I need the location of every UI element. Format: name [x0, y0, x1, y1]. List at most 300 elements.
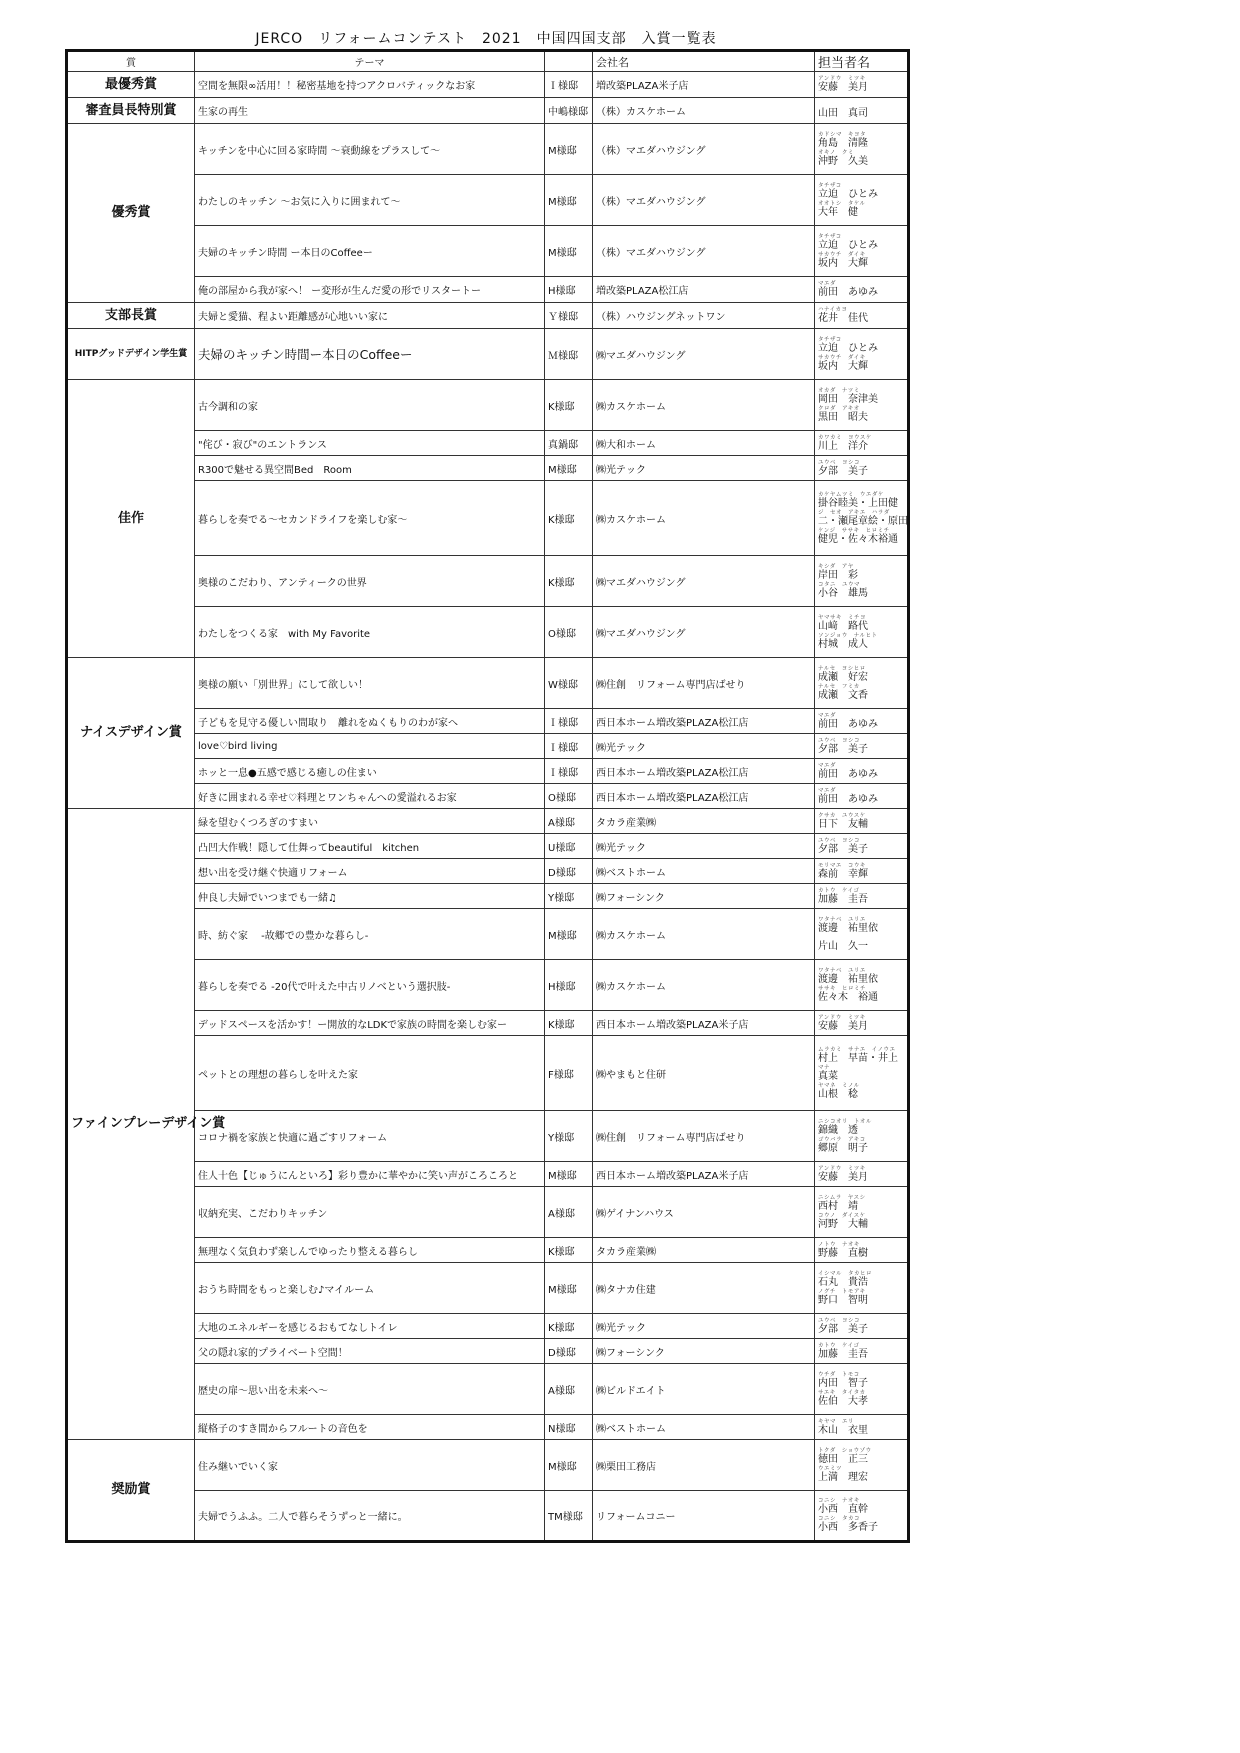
theme-cell: 古今調和の家 [195, 380, 545, 431]
house-cell: O様邸 [545, 607, 593, 658]
person-name: 川上 洋介 [818, 440, 868, 452]
theme-cell: 仲良し夫婦でいつまでも一緒♫ [195, 884, 545, 909]
header-person: 担当者名 [815, 51, 909, 72]
house-cell: M様邸 [545, 175, 593, 226]
person-cell [815, 1415, 909, 1440]
company-cell: ㈱ゲイナンハウス [593, 1187, 815, 1238]
person-furigana: ワタナベ ユリエ [818, 967, 866, 974]
person-name: 健児・佐々木裕通 [818, 533, 898, 545]
person-furigana: コニシ ナオキ [818, 1498, 860, 1504]
theme-cell: 空間を無限∞活用！！秘密基地を持つアクロバティックなお家 [195, 72, 545, 98]
house-cell: Ｙ様邸 [545, 303, 593, 329]
person-name: 日下 友輔 [818, 818, 868, 830]
person-entry [818, 1289, 904, 1306]
person-furigana: ノグチ トモアキ [818, 1288, 866, 1295]
house-cell: A様邸 [545, 1187, 593, 1238]
person-entry [818, 838, 904, 855]
person-entry [818, 252, 904, 269]
theme-cell: 夫婦のキッチン時間ー本日のCoffeeー [195, 329, 545, 380]
person-entry [818, 406, 904, 423]
company-cell: 西日本ホーム増改築PLAZA松江店 [593, 709, 815, 734]
house-cell: Y様邸 [545, 1111, 593, 1162]
person-name: 成瀬 好宏 [818, 671, 868, 683]
theme-cell: 奥様の願い「別世界」にして欲しい！ [195, 658, 545, 709]
person-cell [815, 1111, 909, 1162]
company-cell: ㈱住創 リフォーム専門店ばせり [593, 1111, 815, 1162]
person-furigana: ニシムラ ヤスシ [818, 1194, 866, 1201]
company-cell: リフォームコニー [593, 1491, 815, 1542]
award-name: 支部長賞 [67, 303, 195, 329]
person-entry [818, 281, 904, 298]
person-furigana: アンドウ ミツキ [818, 1165, 866, 1172]
house-cell: M様邸 [545, 909, 593, 960]
person-cell [815, 124, 909, 175]
theme-cell: ホッと一息●五感で感じる癒しの住まい [195, 759, 545, 784]
person-cell [815, 226, 909, 277]
person-entry [818, 102, 904, 119]
person-furigana: ジ セオ アキエ ハラダ [818, 509, 890, 516]
company-cell: （株）マエダハウジング [593, 226, 815, 277]
person-furigana: オカダ ナツミ [818, 387, 860, 394]
person-name: 野藤 直樹 [818, 1247, 868, 1259]
house-cell: K様邸 [545, 556, 593, 607]
company-cell: ㈱フォーシンク [593, 1339, 815, 1364]
person-entry [818, 183, 904, 200]
person-name: 大年 健 [818, 206, 858, 218]
house-cell: D様邸 [545, 859, 593, 884]
company-cell: 増改築PLAZA米子店 [593, 72, 815, 98]
person-furigana: コタニ ユウマ [818, 581, 861, 588]
person-entry [818, 1065, 904, 1082]
person-entry [818, 1195, 904, 1212]
theme-cell: 時、紡ぐ家 -故郷での豊かな暮らし- [195, 909, 545, 960]
house-cell: H様邸 [545, 960, 593, 1011]
award-name: ファインプレーデザイン賞 [67, 809, 195, 1440]
person-name: 小西 多香子 [818, 1522, 878, 1533]
house-cell: K様邸 [545, 380, 593, 431]
house-cell: Ｉ様邸 [545, 734, 593, 759]
theme-cell: 奥様のこだわり、アンティークの世界 [195, 556, 545, 607]
person-name: 森前 幸輝 [818, 868, 868, 880]
theme-cell: love♡bird living [195, 734, 545, 759]
company-cell: ㈱光テック [593, 734, 815, 759]
person-entry [818, 763, 904, 780]
person-furigana: カトウ ケイゴ [818, 1342, 860, 1349]
house-cell: Ｉ様邸 [545, 72, 593, 98]
person-entry [818, 888, 904, 905]
person-entry [818, 813, 904, 830]
person-entry [818, 1213, 904, 1230]
company-cell: ㈱マエダハウジング [593, 607, 815, 658]
header-company: 会社名 [593, 51, 815, 72]
person-name: 夕部 美子 [818, 743, 868, 755]
house-cell: M様邸 [545, 1162, 593, 1187]
company-cell: ㈱タナカ住建 [593, 1263, 815, 1314]
person-furigana: マナ [818, 1064, 831, 1071]
person-furigana: アンドウ ミツキ [818, 1014, 866, 1021]
company-cell: 増改築PLAZA松江店 [593, 277, 815, 303]
person-entry [818, 1318, 904, 1335]
company-cell: ㈱光テック [593, 1314, 815, 1339]
person-entry [818, 150, 904, 167]
house-cell: D様邸 [545, 1339, 593, 1364]
person-cell [815, 1011, 909, 1036]
house-cell: M様邸 [545, 124, 593, 175]
house-cell: U様邸 [545, 834, 593, 859]
person-furigana: マエダ [818, 762, 837, 769]
person-cell [815, 1162, 909, 1187]
theme-cell: ペットとの理想の暮らしを叶えた家 [195, 1036, 545, 1111]
person-name: 夕部 美子 [818, 843, 868, 855]
theme-cell: 暮らしを奏でる～セカンドライフを楽しむ家～ [195, 481, 545, 556]
person-furigana: タチザコ [818, 182, 842, 189]
house-cell: Y様邸 [545, 884, 593, 909]
person-cell [815, 1440, 909, 1491]
person-entry [818, 76, 904, 93]
company-cell: （株）カスケホーム [593, 98, 815, 124]
person-entry [818, 355, 904, 372]
company-cell: ㈱カスケホーム [593, 960, 815, 1011]
person-entry [818, 1119, 904, 1136]
person-entry [818, 935, 904, 952]
person-entry [818, 1390, 904, 1407]
person-entry [818, 435, 904, 452]
person-furigana: ワタナベ ユリエ [818, 916, 866, 923]
company-cell: ㈱ベストホーム [593, 859, 815, 884]
theme-cell: 凸凹大作戦！隠して仕舞ってbeautiful kitchen [195, 834, 545, 859]
person-entry [818, 1166, 904, 1183]
person-furigana: サエキ タイタカ [818, 1389, 866, 1396]
person-cell [815, 709, 909, 734]
person-furigana: ソンジョウ ナルヒト [818, 632, 878, 639]
person-furigana: サカウチ ダイキ [818, 354, 866, 361]
company-cell: ㈱住創 リフォーム専門店ばせり [593, 658, 815, 709]
company-cell: 西日本ホーム増改築PLAZA松江店 [593, 784, 815, 809]
person-name: 村城 成人 [818, 638, 868, 650]
person-name: 夕部 美子 [818, 465, 868, 477]
theme-cell: 縦格子のすき間からフルートの音色を [195, 1415, 545, 1440]
person-furigana: ナルセ ヨシヒロ [818, 665, 866, 672]
person-cell [815, 784, 909, 809]
award-name: ナイスデザイン賞 [67, 658, 195, 809]
person-name: 片山 久一 [818, 940, 868, 952]
person-furigana: ケンジ ササキ ヒロミチ [818, 527, 890, 534]
award-body [67, 72, 909, 1542]
person-entry [818, 337, 904, 354]
theme-cell: 想い出を受け継ぐ快適リフォーム [195, 859, 545, 884]
person-name: 加藤 圭吾 [818, 1348, 868, 1360]
person-cell [815, 658, 909, 709]
person-cell [815, 759, 909, 784]
person-name: 錦織 透 [818, 1124, 858, 1136]
person-furigana: ノトウ ナオキ [818, 1241, 860, 1248]
person-cell [815, 481, 909, 556]
company-cell: 西日本ホーム増改築PLAZA米子店 [593, 1011, 815, 1036]
house-cell: M様邸 [545, 1440, 593, 1491]
person-furigana: カケヤムツミ ウエダケ [818, 491, 884, 498]
person-furigana: マエダ [818, 712, 837, 719]
person-entry [818, 492, 904, 509]
person-entry [818, 1015, 904, 1032]
person-furigana: ヤマサキ ミチヨ [818, 614, 867, 621]
person-furigana: アンドウ ミツキ [818, 76, 866, 82]
table-row [67, 809, 909, 834]
company-cell: ㈱カスケホーム [593, 481, 815, 556]
person-entry [818, 633, 904, 650]
person-name: 西村 靖 [818, 1200, 858, 1212]
person-furigana: ムラカミ サナエ イノウエ [818, 1046, 896, 1053]
person-name: 安藤 美月 [818, 1171, 868, 1183]
theme-cell: 無理なく気負わず楽しんでゆったり整える暮らし [195, 1238, 545, 1263]
person-name: 小西 直幹 [818, 1504, 868, 1515]
table-row [67, 303, 909, 329]
person-name: 角島 清隆 [818, 137, 868, 149]
person-furigana: マエダ [818, 281, 837, 287]
person-name: 山﨑 路代 [818, 620, 868, 632]
company-cell: （株）ハウジングネットワン [593, 303, 815, 329]
person-cell [815, 431, 909, 456]
person-cell [815, 380, 909, 431]
person-entry [818, 684, 904, 701]
person-name: 岸田 彩 [818, 569, 858, 581]
person-cell [815, 1364, 909, 1415]
person-entry [818, 582, 904, 599]
theme-cell: キッチンを中心に回る家時間 ～衰動線をプラスして～ [195, 124, 545, 175]
person-entry [818, 460, 904, 477]
person-name: 坂内 大輝 [818, 360, 868, 372]
person-name: 上満 理宏 [818, 1471, 868, 1483]
theme-cell: "侘び・寂び"のエントランス [195, 431, 545, 456]
header-house [545, 51, 593, 72]
person-name: 掛谷睦美・上田健 [818, 497, 898, 509]
person-entry [818, 1137, 904, 1154]
company-cell: ㈱やまもと住研 [593, 1036, 815, 1111]
person-cell [815, 1263, 909, 1314]
theme-cell: 夫婦でうふふ。二人で暮らそうずっと一緒に。 [195, 1491, 545, 1542]
person-cell [815, 1036, 909, 1111]
person-name: 黒田 昭夫 [818, 411, 868, 423]
company-cell: ㈱ベストホーム [593, 1415, 815, 1440]
person-name: 立迫 ひとみ [818, 342, 878, 354]
theme-cell: 歴史の扉～思い出を未来へ～ [195, 1364, 545, 1415]
person-name: 内田 智子 [818, 1377, 868, 1389]
person-entry [818, 1498, 904, 1515]
person-cell [815, 456, 909, 481]
theme-cell: 父の隠れ家的プライベート空間！ [195, 1339, 545, 1364]
person-furigana: ニシコオリ トオル [818, 1118, 872, 1125]
company-cell: ㈱カスケホーム [593, 380, 815, 431]
person-entry [818, 1047, 904, 1064]
person-cell [815, 329, 909, 380]
person-entry [818, 509, 908, 527]
house-cell: W様邸 [545, 658, 593, 709]
person-entry [818, 1343, 904, 1360]
company-cell: タカラ産業㈱ [593, 1238, 815, 1263]
person-furigana: コウノ ダイスケ [818, 1212, 866, 1219]
person-name: 渡邊 祐里依 [818, 922, 878, 934]
person-entry [818, 201, 904, 218]
award-name: 佳作 [67, 380, 195, 658]
company-cell: ㈱ビルドエイト [593, 1364, 815, 1415]
table-row [67, 658, 909, 709]
person-furigana: サカウチ ダイキ [818, 251, 866, 258]
house-cell: M様邸 [545, 456, 593, 481]
theme-cell: わたしをつくる家 with My Favorite [195, 607, 545, 658]
person-name: 立迫 ひとみ [818, 239, 878, 251]
person-cell [815, 303, 909, 329]
house-cell: K様邸 [545, 1238, 593, 1263]
theme-cell: 夫婦のキッチン時間 ー本日のCoffeeー [195, 226, 545, 277]
person-name: 花井 佳代 [818, 313, 868, 324]
person-furigana: カドシマ キヨタ [818, 131, 867, 138]
person-cell [815, 809, 909, 834]
house-cell: N様邸 [545, 1415, 593, 1440]
person-name: 河野 大輔 [818, 1218, 868, 1230]
person-furigana: ユウベ ヨシコ [818, 1317, 861, 1324]
person-cell [815, 277, 909, 303]
award-name: HITPグッドデザイン学生賞 [67, 329, 195, 380]
person-name: 安藤 美月 [818, 1020, 868, 1032]
person-entry [818, 1419, 904, 1436]
person-furigana: ナルセ フミカ [818, 683, 860, 690]
company-cell: ㈱フォーシンク [593, 884, 815, 909]
person-furigana: トクダ ショウゾウ [818, 1447, 872, 1454]
person-name: 前田 あゆみ [818, 768, 878, 780]
person-name: 村上 早苗・井上 [818, 1052, 898, 1064]
award-name: 審査員長特別賞 [67, 98, 195, 124]
theme-cell: 大地のエネルギーを感じるおもてなしトイレ [195, 1314, 545, 1339]
theme-cell: デッドスペースを活かす！ー開放的なLDKで家族の時間を楽しむ家ー [195, 1011, 545, 1036]
person-name: 佐伯 大孝 [818, 1395, 868, 1407]
company-cell: 西日本ホーム増改築PLAZA松江店 [593, 759, 815, 784]
company-cell: ㈱マエダハウジング [593, 329, 815, 380]
house-cell: K様邸 [545, 1314, 593, 1339]
person-cell [815, 607, 909, 658]
theme-cell: 夫婦と愛猫、程よい距離感が心地いい家に [195, 303, 545, 329]
person-entry [818, 615, 904, 632]
person-name: 安藤 美月 [818, 82, 868, 93]
document-title: JERCO リフォームコンテスト 2021 中国四国支部 入賞一覧表 [255, 31, 717, 47]
house-cell: Ｉ様邸 [545, 709, 593, 734]
company-cell: ㈱大和ホーム [593, 431, 815, 456]
house-cell: A様邸 [545, 809, 593, 834]
person-entry [818, 666, 904, 683]
company-cell: ㈱栗田工務店 [593, 1440, 815, 1491]
person-furigana: コニシ タカコ [818, 1516, 861, 1522]
table-row [67, 72, 909, 98]
person-cell [815, 1187, 909, 1238]
theme-cell: 生家の再生 [195, 98, 545, 124]
person-entry [818, 1083, 904, 1100]
person-name: 夕部 美子 [818, 1323, 868, 1335]
person-entry [818, 863, 904, 880]
person-entry [818, 388, 904, 405]
house-cell: M様邸 [545, 1263, 593, 1314]
person-name: 木山 衣里 [818, 1424, 868, 1436]
person-furigana: クロダ アキオ [818, 405, 860, 412]
person-entry [818, 1242, 904, 1259]
person-name: 立迫 ひとみ [818, 188, 878, 200]
person-furigana: クサカ ユウスケ [818, 812, 866, 819]
company-cell: ㈱マエダハウジング [593, 556, 815, 607]
person-name: 真菜 [818, 1070, 838, 1082]
house-cell: F様邸 [545, 1036, 593, 1111]
person-entry [818, 738, 904, 755]
person-entry [818, 917, 904, 934]
person-cell [815, 556, 909, 607]
company-cell: ㈱光テック [593, 834, 815, 859]
person-furigana: タチザコ [818, 336, 842, 343]
person-name: 徳田 正三 [818, 1453, 868, 1465]
person-cell [815, 72, 909, 98]
person-furigana: キシダ アヤ [818, 563, 854, 570]
theme-cell: 暮らしを奏でる -20代で叶えた中古リノベという選択肢- [195, 960, 545, 1011]
theme-cell: 住人十色【じゅうにんといろ】彩り豊かに華やかに笑い声がころころと [195, 1162, 545, 1187]
person-name: 成瀬 文香 [818, 689, 868, 701]
person-entry [818, 713, 904, 730]
person-furigana: ゴウバラ アキコ [818, 1136, 866, 1143]
house-cell: 中嶋様邸 [545, 98, 593, 124]
person-furigana: オオトシ タケル [818, 200, 866, 207]
person-furigana: モリマエ コウキ [818, 862, 866, 869]
person-cell [815, 960, 909, 1011]
person-name: 郷原 明子 [818, 1142, 868, 1154]
theme-cell: 緑を望むくつろぎのすまい [195, 809, 545, 834]
person-entry [818, 564, 904, 581]
person-furigana: タチザコ [818, 233, 842, 240]
house-cell: M様邸 [545, 226, 593, 277]
company-cell: タカラ産業㈱ [593, 809, 815, 834]
person-name: 岡田 奈津美 [818, 393, 878, 405]
house-cell: H様邸 [545, 277, 593, 303]
person-name: 山根 稔 [818, 1088, 858, 1100]
theme-cell: 好きに囲まれる幸せ♡料理とワンちゃんへの愛溢れるお家 [195, 784, 545, 809]
person-entry [818, 1466, 904, 1483]
person-cell [815, 909, 909, 960]
person-furigana: ユウベ ヨシコ [818, 837, 861, 844]
award-name: 優秀賞 [67, 124, 195, 303]
person-furigana: カワカミ ヨウスケ [818, 434, 872, 441]
house-cell: K様邸 [545, 481, 593, 556]
person-cell [815, 834, 909, 859]
theme-cell: わたしのキッチン ～お気に入りに囲まれて～ [195, 175, 545, 226]
person-entry [818, 968, 904, 985]
person-entry [818, 788, 904, 805]
person-name: 加藤 圭吾 [818, 893, 868, 905]
person-entry [818, 1372, 904, 1389]
person-cell [815, 1491, 909, 1542]
person-furigana: ハナイカヨ [818, 307, 848, 313]
person-entry [818, 1448, 904, 1465]
house-cell: 真鍋邸 [545, 431, 593, 456]
theme-cell: おうち時間をもっと楽しむ♪マイルーム [195, 1263, 545, 1314]
company-cell: 西日本ホーム増改築PLAZA米子店 [593, 1162, 815, 1187]
person-furigana: ユウベ ヨシコ [818, 459, 861, 466]
table-row [67, 380, 909, 431]
company-cell: ㈱光テック [593, 456, 815, 481]
award-table [65, 49, 910, 1543]
person-name: 前田 あゆみ [818, 793, 878, 805]
person-furigana: キヤマ エリ [818, 1418, 855, 1425]
person-cell [815, 1238, 909, 1263]
table-row [67, 124, 909, 175]
table-row [67, 1440, 909, 1491]
house-cell: Ｉ様邸 [545, 759, 593, 784]
person-entry [818, 132, 904, 149]
person-cell [815, 98, 909, 124]
person-entry [818, 986, 904, 1003]
house-cell: A様邸 [545, 1364, 593, 1415]
